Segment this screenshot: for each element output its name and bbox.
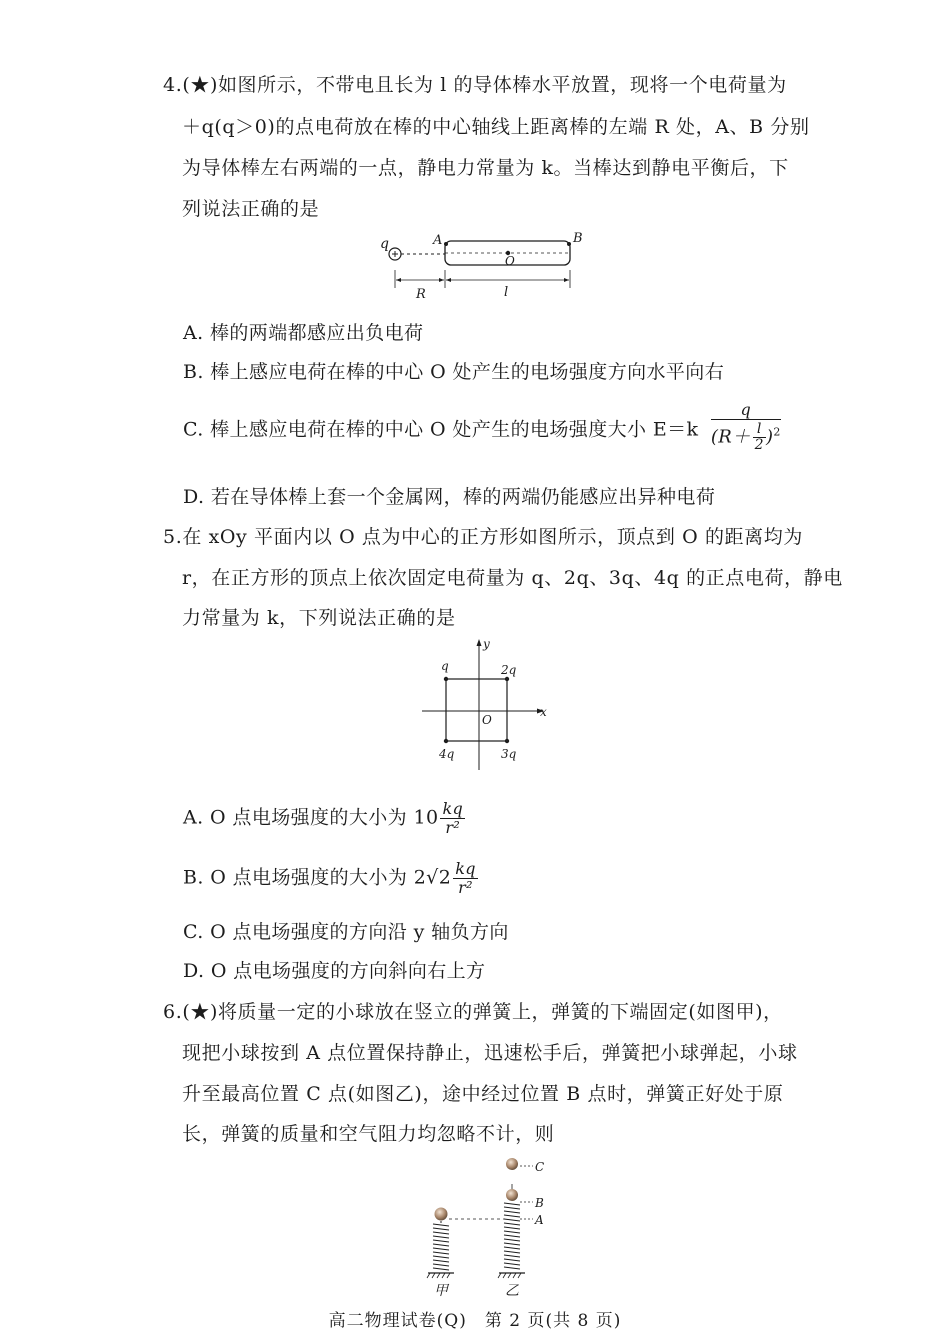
q5-a-frac-den: r² xyxy=(445,818,461,837)
q5-label-4q: 4q xyxy=(439,747,455,761)
q4-option-b: B. 棒上感应电荷在棒的中心 O 处产生的电场强度方向水平向右 xyxy=(183,361,725,383)
q5-option-b-text: B. O 点电场强度的大小为 2√2 xyxy=(183,866,452,889)
q6-label-C: C xyxy=(535,1160,545,1174)
q4-c-den-right: ) xyxy=(765,426,774,448)
q5-option-a xyxy=(183,800,465,837)
q4-label-B: B xyxy=(573,231,583,246)
q6-line-1: 6.(★)将质量一定的小球放在竖立的弹簧上，弹簧的下端固定(如图甲)， xyxy=(163,1001,783,1023)
q5-square xyxy=(446,679,507,741)
q6-spring-jia xyxy=(433,1221,449,1270)
q5-line-2: r，在正方形的顶点上依次固定电荷量为 q、2q、3q、4q 的正点电荷，静电 xyxy=(182,567,843,589)
q5-line-3: 力常量为 k，下列说法正确的是 xyxy=(182,607,456,629)
q4-c-half xyxy=(753,422,766,453)
q5-option-b-frac xyxy=(453,860,478,897)
q4-line-1: 4.(★)如图所示，不带电且长为 l 的导体棒水平放置，现将一个电荷量为 xyxy=(163,74,787,96)
q4-c-denominator xyxy=(711,420,781,453)
q4-label-O: O xyxy=(505,254,515,268)
q5-label-q: q xyxy=(441,659,449,673)
q5-b-frac-den: r² xyxy=(458,878,473,897)
q5-option-a-text: A. O 点电场强度的大小为 10 xyxy=(183,806,439,829)
q5-label-y: y xyxy=(483,637,490,651)
q4-line-4: 列说法正确的是 xyxy=(182,198,320,220)
q4-label-l: l xyxy=(504,285,509,300)
q6-ball-c xyxy=(506,1158,518,1170)
q6-spring-yi xyxy=(504,1203,520,1269)
q5-label-2q: 2q xyxy=(501,663,517,677)
q4-line-2: ＋q(q＞0)的点电荷放在棒的中心轴线上距离棒的左端 R 处，A、B 分别 xyxy=(182,116,810,138)
q6-label-A: A xyxy=(535,1213,544,1227)
q4-line-3: 为导体棒左右两端的一点，静电力常量为 k。当棒达到静电平衡后，下 xyxy=(182,157,789,179)
q5-option-c: C. O 点电场强度的方向沿 y 轴负方向 xyxy=(183,921,509,943)
q4-option-c-text: C. 棒上感应电荷在棒的中心 O 处产生的电场强度大小 E＝k xyxy=(183,418,699,441)
q4-option-a: A. 棒的两端都感应出负电荷 xyxy=(183,322,424,344)
q6-ball-b xyxy=(506,1189,518,1201)
q5-option-a-frac xyxy=(440,800,465,837)
q4-c-den-left: (R＋ xyxy=(710,426,751,448)
q6-label-yi: 乙 xyxy=(505,1283,519,1299)
q6-label-jia: 甲 xyxy=(434,1283,448,1299)
q4-label-R: R xyxy=(416,287,426,302)
q5-label-x: x xyxy=(540,705,547,719)
q6-line-3: 升至最高位置 C 点(如图乙)，途中经过位置 B 点时，弹簧正好处于原 xyxy=(182,1083,784,1105)
q4-c-half-num: l xyxy=(753,422,766,438)
q4-c-numerator: q xyxy=(711,400,781,420)
q5-b-frac-num: kq xyxy=(455,859,476,878)
q4-option-d: D. 若在导体棒上套一个金属网，棒的两端仍能感应出异种电荷 xyxy=(183,486,716,508)
q6-label-B: B xyxy=(535,1196,544,1210)
q4-label-q: q xyxy=(380,236,389,252)
q4-rod-figure xyxy=(378,228,593,303)
q5-label-O: O xyxy=(482,713,492,727)
q4-c-half-den: 2 xyxy=(754,437,764,453)
q6-spring-figure xyxy=(420,1152,570,1300)
q5-option-d: D. O 点电场强度的方向斜向右上方 xyxy=(183,960,486,982)
q4-c-exponent: 2 xyxy=(773,425,781,439)
q5-a-frac-num: kq xyxy=(442,799,464,818)
q4-option-c-formula xyxy=(711,400,781,453)
q5-option-b xyxy=(183,860,478,897)
page-footer: 高二物理试卷(Q) 第 2 页(共 8 页) xyxy=(328,1311,622,1331)
q6-ball-jia xyxy=(435,1208,448,1221)
q6-line-2: 现把小球按到 A 点位置保持静止，迅速松手后，弹簧把小球弹起，小球 xyxy=(182,1042,798,1064)
q5-square-figure xyxy=(410,634,560,774)
q4-label-A: A xyxy=(433,233,443,248)
q4-option-c xyxy=(183,400,781,457)
q5-label-3q: 3q xyxy=(501,747,517,761)
q6-line-4: 长，弹簧的质量和空气阻力均忽略不计，则 xyxy=(182,1123,555,1145)
q5-line-1: 5.在 xOy 平面内以 O 点为中心的正方形如图所示，顶点到 O 的距离均为 xyxy=(163,526,803,548)
